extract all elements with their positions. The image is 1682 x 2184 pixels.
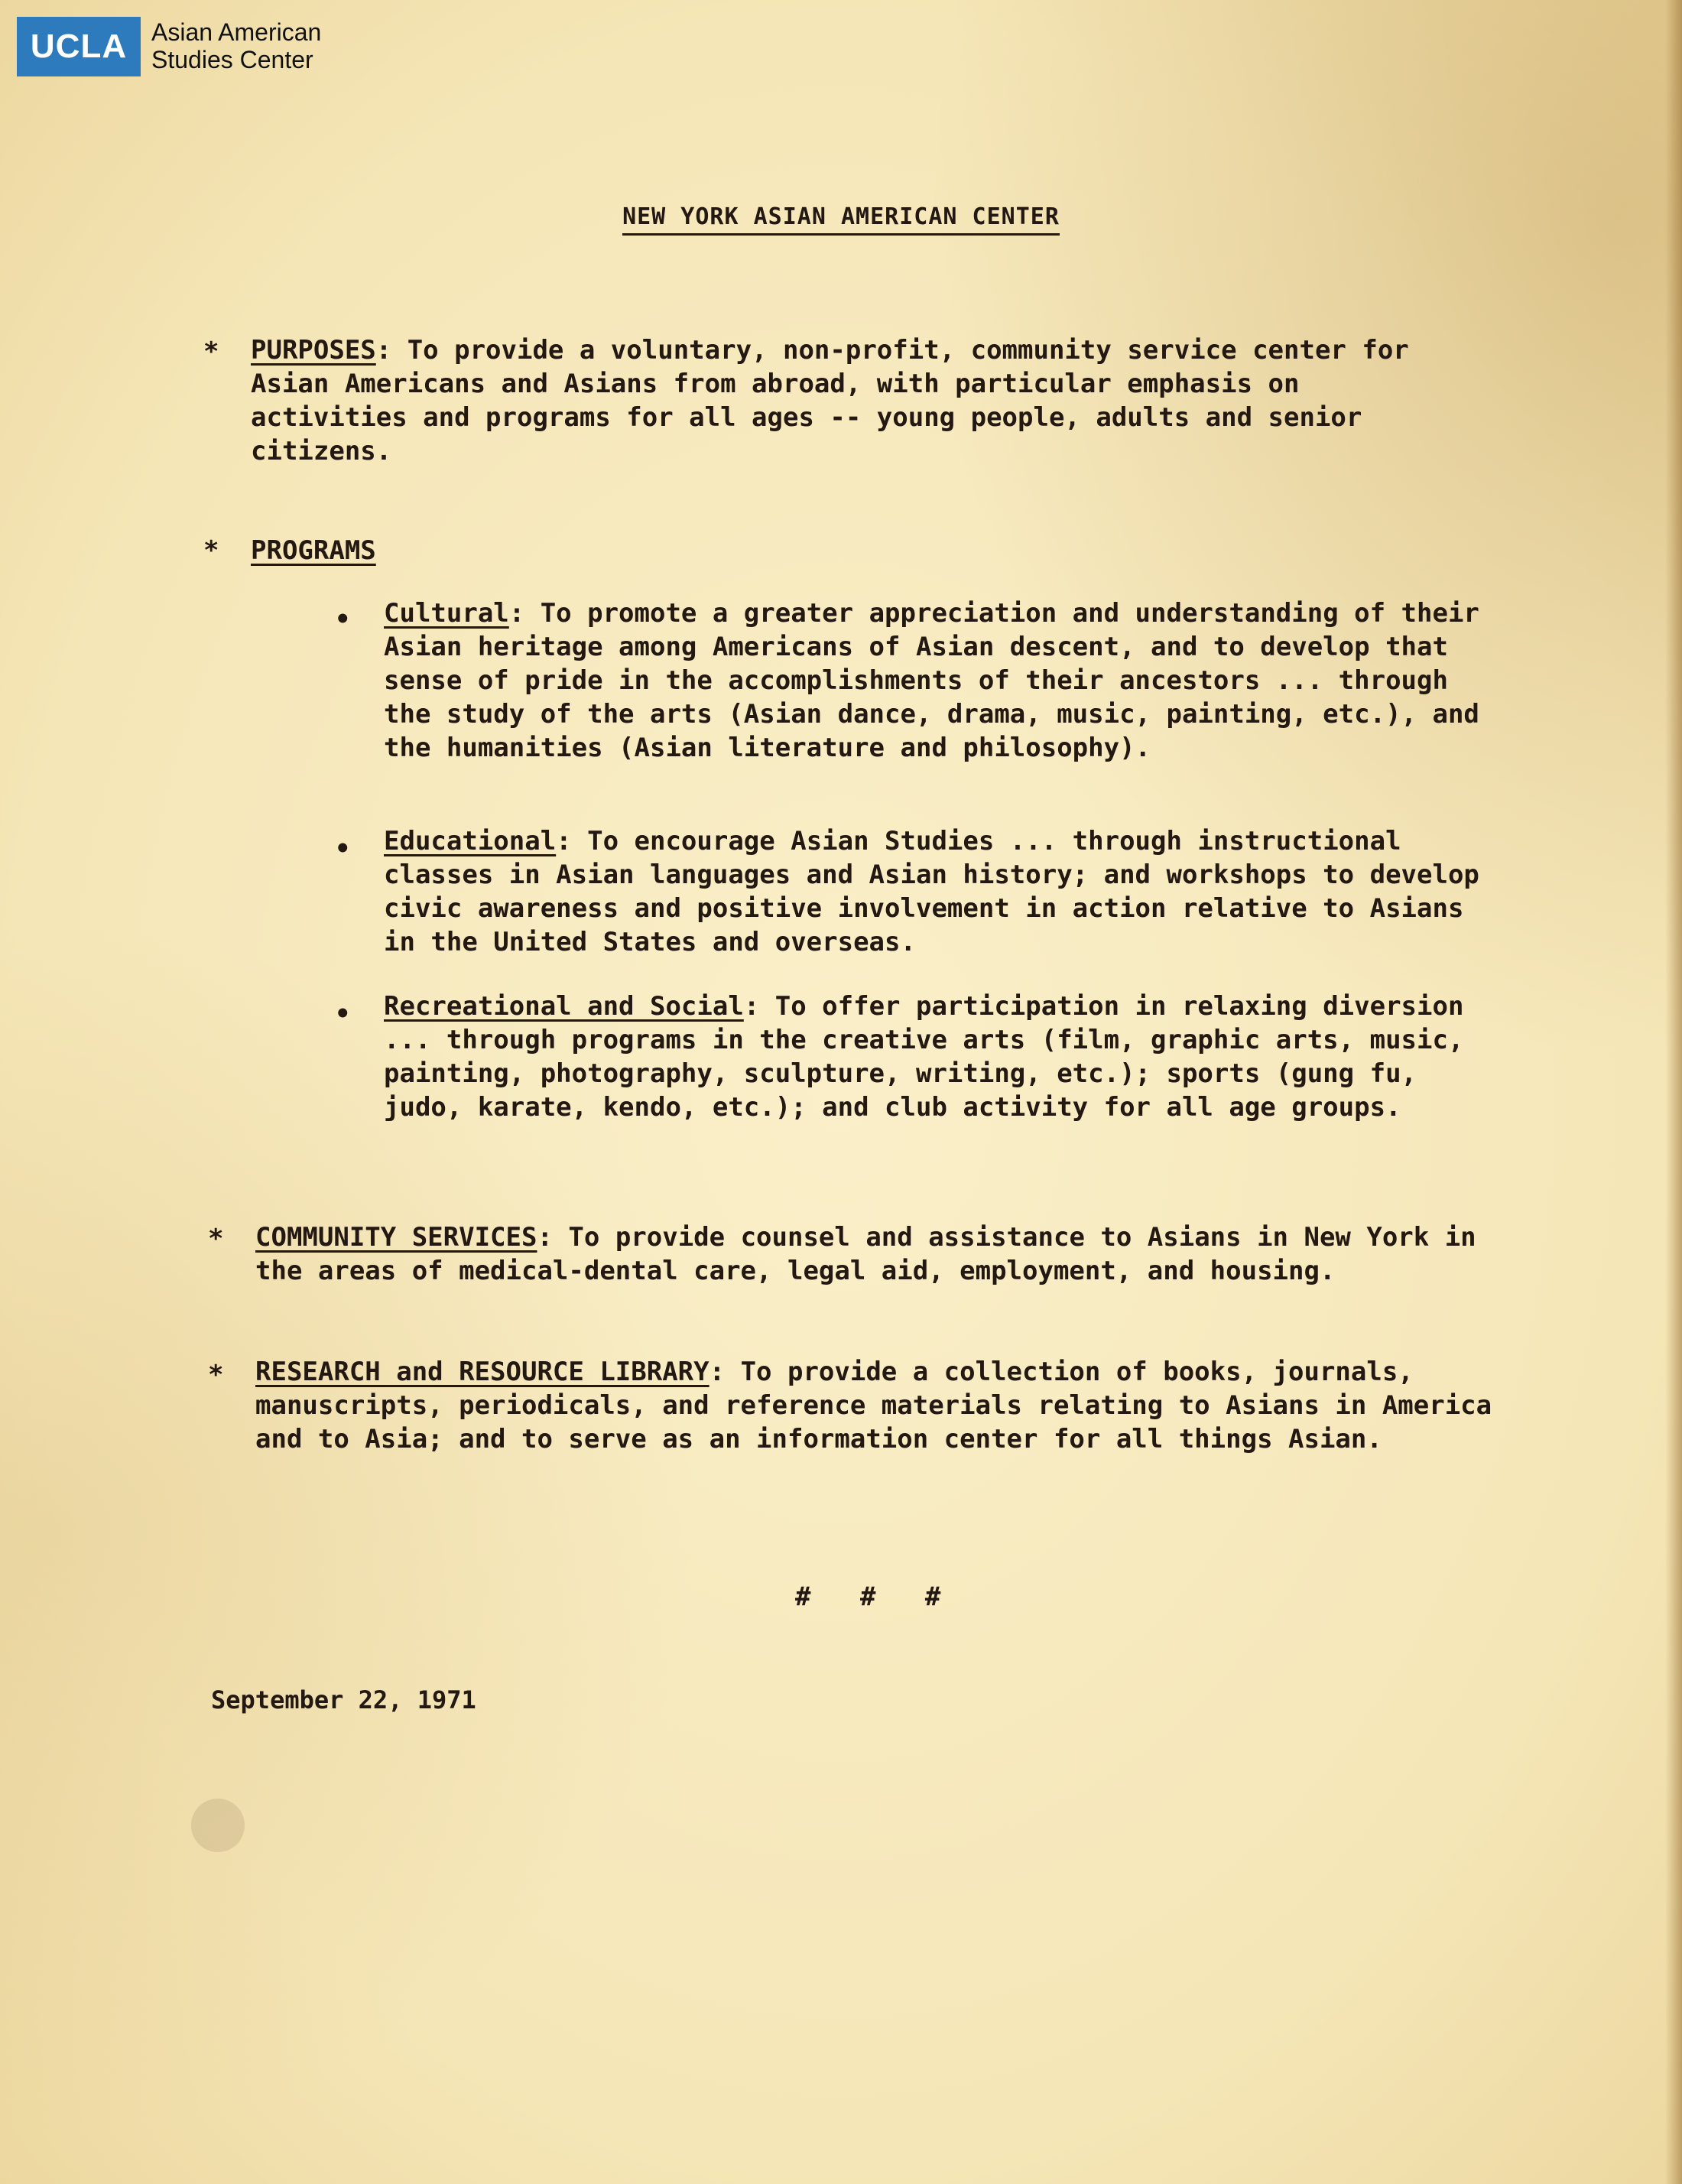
paper-edge-shadow: [1665, 0, 1682, 2184]
community-services-heading: COMMUNITY SERVICES: [255, 1222, 537, 1253]
program-item-text: : To offer participation in relaxing diversion ... through programs in the creative arts (film, graphic arts, music, painting, photography, sculpture, writing, etc.); sports (gung fu, judo, karate, kendo, etc.); and club activity for all age groups.: [384, 991, 1464, 1123]
program-item-text: : To promote a greater appreciation and understanding of their Asian heritage among Americans of Asian descent, and to develop that sense of pride in the accomplishments of their ancestors ... through the study of the arts (Asian dance, drama, music, painting, etc.), and the humanities (Asian literature and philosophy).: [384, 598, 1479, 763]
research-library-text: : To provide a collection of books, journals, manuscripts, periodicals, and reference materials relating to Asians in America and to Asia; and to serve as an information center for all things Asian.: [255, 1357, 1492, 1454]
program-item-educational: [384, 824, 1485, 959]
center-name-logo: [151, 18, 321, 73]
document-title: [0, 203, 1682, 230]
center-name-line2: Studies Center: [151, 46, 313, 73]
community-services-text: : To provide counsel and assistance to Asians in New York in the areas of medical-dental care, legal aid, employment, and housing.: [255, 1222, 1476, 1286]
center-name-line1: Asian American: [151, 18, 322, 46]
star-marker: *: [203, 535, 219, 566]
program-item-heading: Educational: [384, 826, 557, 856]
document-date: September 22, 1971: [211, 1685, 476, 1714]
program-item-heading: Cultural: [384, 598, 509, 629]
purposes-section: [251, 333, 1459, 468]
program-item-text: : To encourage Asian Studies ... through instructional classes in Asian languages and Asian history; and workshops to develop civic awareness and positive involvement in action relative to Asians in the United States and overseas.: [384, 826, 1479, 957]
end-mark: # # #: [795, 1581, 958, 1612]
star-marker: *: [203, 336, 219, 367]
programs-heading: PROGRAMS: [251, 535, 376, 566]
purposes-text: : To provide a voluntary, non-profit, community service center for Asian Americans and Asians from abroad, with particular emphasis on activities and programs for all ages -- young people, adults and senior citizens.: [251, 335, 1409, 466]
star-marker: *: [208, 1224, 224, 1254]
program-item-recreational: [384, 990, 1485, 1124]
program-item-cultural: [384, 596, 1485, 765]
research-library-section: [255, 1355, 1494, 1456]
bullet-marker: •: [335, 834, 351, 864]
programs-heading-wrap: [251, 534, 376, 567]
ucla-logo-text: UCLA: [30, 28, 128, 65]
purposes-heading: PURPOSES: [251, 335, 376, 366]
bullet-marker: •: [335, 999, 351, 1029]
research-library-heading: RESEARCH and RESOURCE LIBRARY: [255, 1357, 709, 1387]
star-marker: *: [208, 1360, 224, 1390]
document-title-text: NEW YORK ASIAN AMERICAN CENTER: [622, 203, 1060, 236]
ucla-logo: [17, 17, 141, 76]
program-item-heading: Recreational and Social: [384, 991, 744, 1022]
paper-stain: [191, 1799, 245, 1852]
bullet-marker: •: [335, 604, 351, 635]
community-services-section: [255, 1220, 1494, 1288]
